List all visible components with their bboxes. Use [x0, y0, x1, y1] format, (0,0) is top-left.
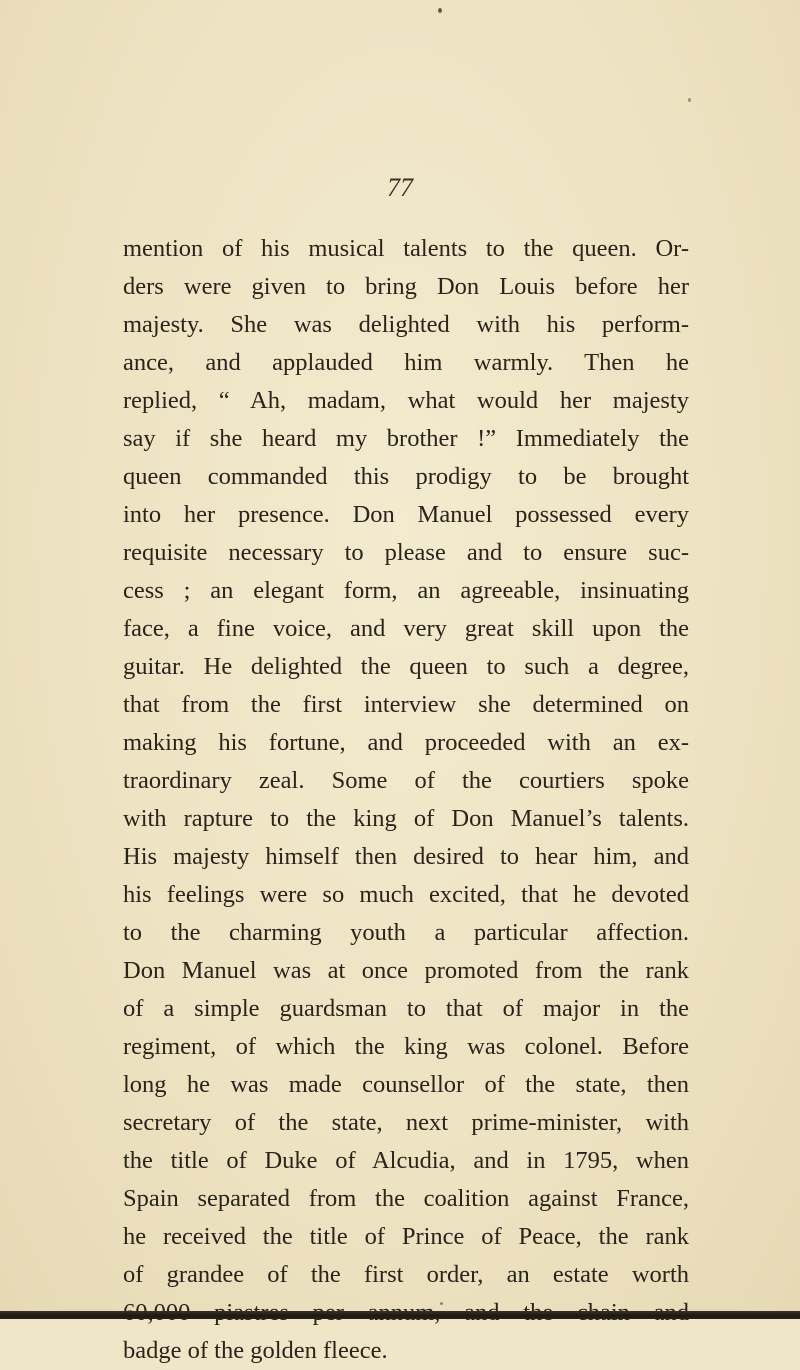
text-line: traordinary zeal. Some of the courtiers spoke — [123, 767, 689, 794]
text-line: majesty. She was delighted with his perform- — [123, 311, 689, 338]
text-line: replied, “ Ah, madam, what would her majesty — [123, 387, 689, 414]
text-line: the title of Duke of Alcudia, and in 1795, when — [123, 1147, 689, 1174]
text-line: making his fortune, and proceeded with an ex- — [123, 729, 689, 756]
text-line: badge of the golden fleece. — [123, 1337, 388, 1364]
text-line: Spain separated from the coalition against France, — [123, 1185, 689, 1212]
text-line: into her presence. Don Manuel possessed every — [123, 501, 689, 528]
body-text — [123, 230, 689, 1370]
text-line: that from the first interview she determined on — [123, 691, 689, 718]
text-line: of a simple guardsman to that of major in the — [123, 995, 689, 1022]
text-line: ders were given to bring Don Louis before her — [123, 273, 689, 300]
text-line: guitar. He delighted the queen to such a degree, — [123, 653, 689, 680]
text-line: mention of his musical talents to the queen. Or- — [123, 235, 689, 262]
text-line: face, a fine voice, and very great skill upon the — [123, 615, 689, 642]
paper-speck — [688, 98, 691, 102]
text-line: of grandee of the first order, an estate worth — [123, 1261, 689, 1288]
text-line: regiment, of which the king was colonel. Before — [123, 1033, 689, 1060]
text-line: say if she heard my brother !” Immediately the — [123, 425, 689, 452]
text-line: his feelings were so much excited, that he devoted — [123, 881, 689, 908]
text-line: cess ; an elegant form, an agreeable, insinuating — [123, 577, 689, 604]
text-line: Don Manuel was at once promoted from the rank — [123, 957, 689, 984]
page-number: 77 — [387, 173, 413, 202]
text-line: requisite necessary to please and to ensure suc- — [123, 539, 689, 566]
text-line: with rapture to the king of Don Manuel’s talents. — [123, 805, 689, 832]
text-line: to the charming youth a particular affection. — [123, 919, 689, 946]
text-line: secretary of the state, next prime-minister, with — [123, 1109, 689, 1136]
paper-speck — [438, 8, 442, 13]
text-line: His majesty himself then desired to hear him, and — [123, 843, 689, 870]
text-line: ance, and applauded him warmly. Then he — [123, 349, 689, 376]
page-bottom-edge — [0, 1311, 800, 1319]
text-line: queen commanded this prodigy to be brought — [123, 463, 689, 490]
text-line: long he was made counsellor of the state, then — [123, 1071, 689, 1098]
text-line: he received the title of Prince of Peace, the rank — [123, 1223, 689, 1250]
